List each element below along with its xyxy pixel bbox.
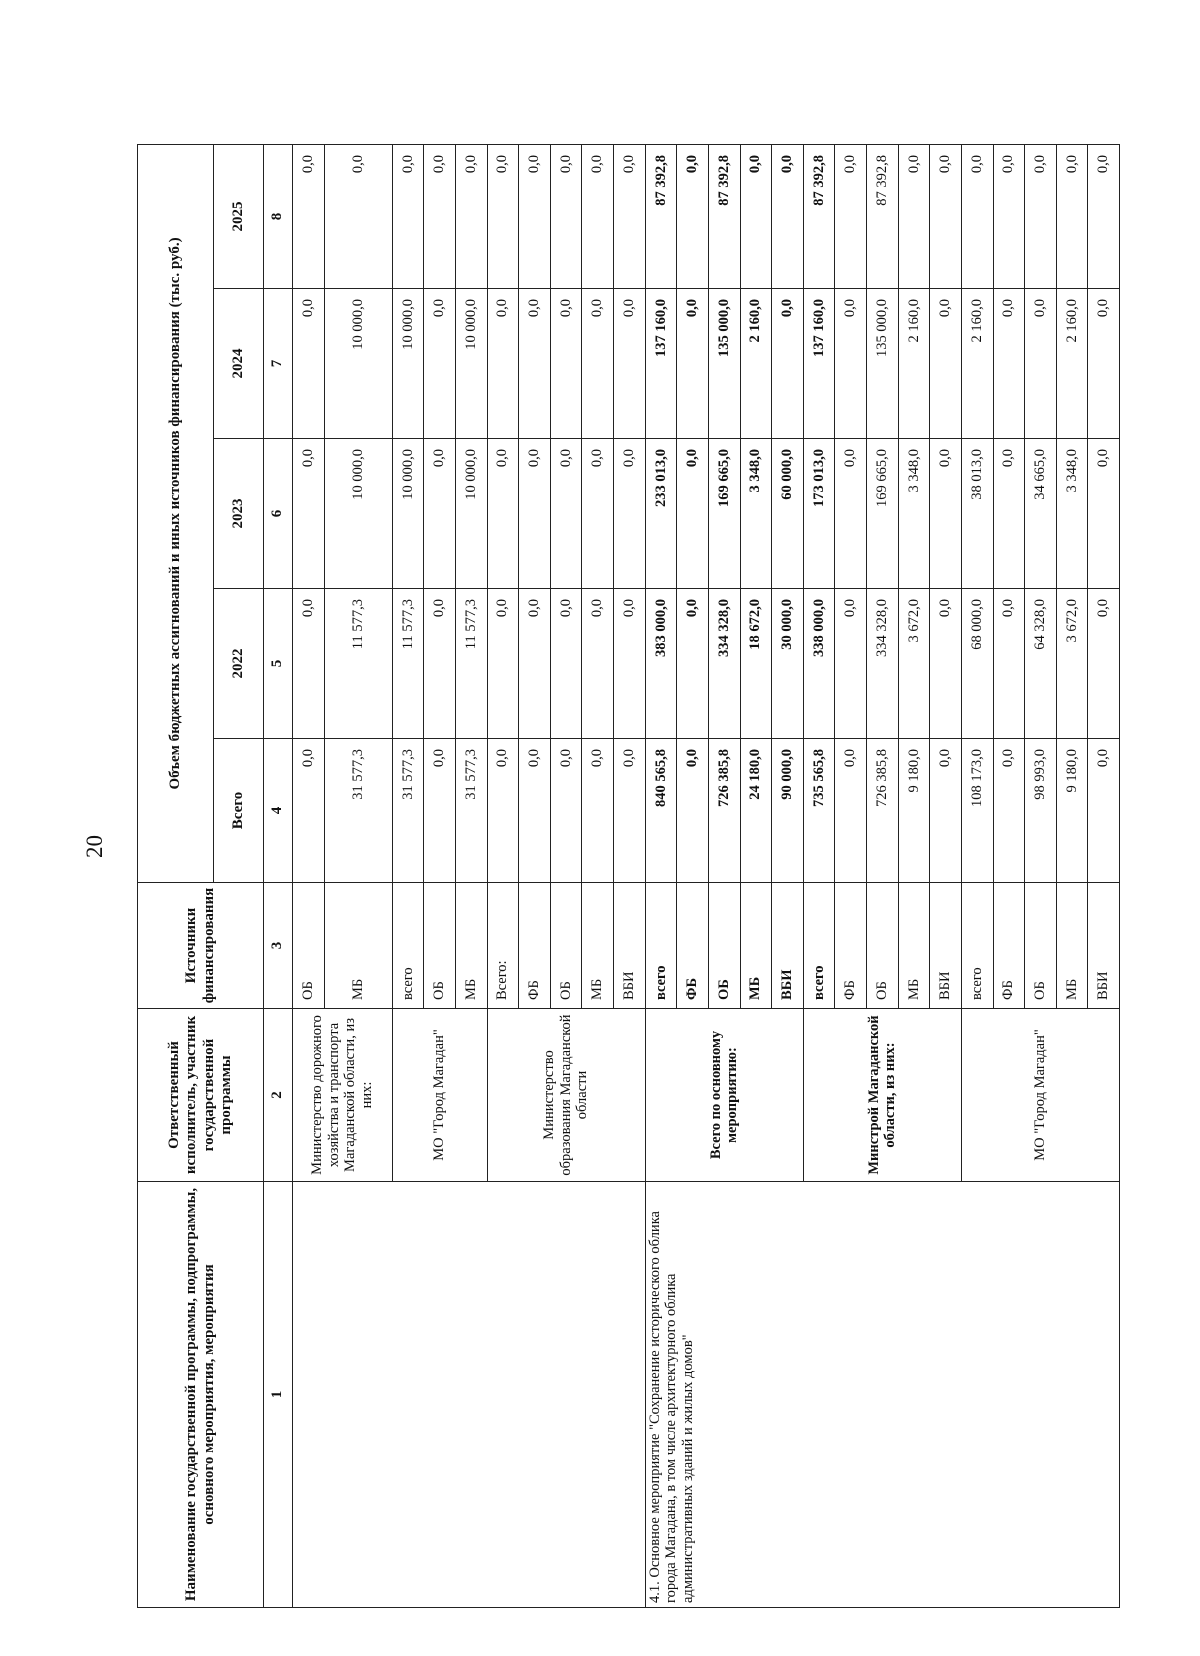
column-number: 8 (264, 144, 293, 288)
funding-source-cell: МБ (582, 883, 614, 1009)
amount-cell: 0,0 (1088, 739, 1120, 883)
amount-cell: 0,0 (835, 144, 867, 288)
column-number: 3 (264, 883, 293, 1009)
amount-cell: 0,0 (582, 144, 614, 288)
amount-cell: 735 565,8 (803, 739, 835, 883)
amount-cell: 0,0 (487, 439, 519, 589)
funding-source-cell: всего (392, 883, 424, 1009)
amount-cell: 0,0 (550, 589, 582, 739)
amount-cell: 0,0 (677, 144, 709, 288)
table-header (138, 144, 293, 1607)
amount-cell: 90 000,0 (772, 739, 804, 883)
column-number: 2 (264, 1009, 293, 1182)
amount-cell: 87 392,8 (867, 144, 899, 288)
program-name-cell (293, 1182, 646, 1608)
funding-source-cell: ОБ (293, 883, 325, 1009)
amount-cell: 2 160,0 (740, 289, 772, 439)
amount-cell: 0,0 (324, 144, 392, 288)
amount-cell: 9 180,0 (1056, 739, 1088, 883)
amount-cell: 726 385,8 (708, 739, 740, 883)
amount-cell: 10 000,0 (455, 439, 487, 589)
funding-source-cell: ФБ (993, 883, 1025, 1009)
amount-cell: 0,0 (487, 144, 519, 288)
header-year-2025: 2025 (214, 144, 264, 288)
amount-cell: 108 173,0 (961, 739, 993, 883)
amount-cell: 11 577,3 (455, 589, 487, 739)
amount-cell: 0,0 (550, 739, 582, 883)
amount-cell: 0,0 (614, 439, 646, 589)
funding-source-cell: МБ (740, 883, 772, 1009)
participant-cell: МО "Город Магадан" (392, 1009, 487, 1182)
funding-source-cell: ФБ (677, 883, 709, 1009)
amount-cell: 0,0 (582, 439, 614, 589)
amount-cell: 0,0 (1088, 289, 1120, 439)
funding-source-cell: всего (645, 883, 677, 1009)
budget-table (137, 144, 1120, 1608)
amount-cell: 0,0 (519, 289, 551, 439)
amount-cell: 10 000,0 (324, 439, 392, 589)
amount-cell: 0,0 (677, 739, 709, 883)
funding-source-cell: ФБ (519, 883, 551, 1009)
funding-source-cell: ВБИ (772, 883, 804, 1009)
amount-cell: 11 577,3 (392, 589, 424, 739)
amount-cell: 2 160,0 (898, 289, 930, 439)
amount-cell: 0,0 (835, 289, 867, 439)
column-number: 4 (264, 739, 293, 883)
participant-cell: Министерство дорожного хозяйства и транспорта Магаданской области, из них: (293, 1009, 393, 1182)
amount-cell: 0,0 (1088, 439, 1120, 589)
amount-cell: 0,0 (772, 289, 804, 439)
amount-cell: 0,0 (898, 144, 930, 288)
amount-cell: 0,0 (582, 589, 614, 739)
amount-cell: 0,0 (550, 289, 582, 439)
amount-cell: 169 665,0 (708, 439, 740, 589)
amount-cell: 0,0 (293, 289, 325, 439)
amount-cell: 0,0 (930, 589, 962, 739)
header-responsible-executor: Ответственный исполнитель, участник государственной программы (138, 1009, 264, 1182)
funding-source-cell: МБ (324, 883, 392, 1009)
amount-cell: 0,0 (614, 289, 646, 439)
page-number: 20 (82, 835, 107, 858)
amount-cell: 34 665,0 (1025, 439, 1057, 589)
amount-cell: 0,0 (1088, 144, 1120, 288)
rotated-table-container (137, 145, 1120, 1608)
amount-cell: 10 000,0 (455, 289, 487, 439)
amount-cell: 0,0 (835, 439, 867, 589)
amount-cell: 31 577,3 (455, 739, 487, 883)
amount-cell: 0,0 (614, 144, 646, 288)
amount-cell: 3 348,0 (1056, 439, 1088, 589)
amount-cell: 9 180,0 (898, 739, 930, 883)
amount-cell: 338 000,0 (803, 589, 835, 739)
amount-cell: 68 000,0 (961, 589, 993, 739)
header-budget-volume: Объем бюджетных ассигнований и иных источников финансирования (тыс. руб.) (138, 144, 214, 882)
amount-cell: 0,0 (424, 589, 456, 739)
amount-cell: 0,0 (677, 589, 709, 739)
amount-cell: 0,0 (993, 439, 1025, 589)
amount-cell: 0,0 (424, 289, 456, 439)
header-funding-sources: Источники финансирования (138, 883, 264, 1009)
amount-cell: 0,0 (392, 144, 424, 288)
amount-cell: 18 672,0 (740, 589, 772, 739)
header-name-of-program: Наименование государственной программы, подпрограммы, основного мероприятия, мероприятия (138, 1182, 264, 1608)
amount-cell: 383 000,0 (645, 589, 677, 739)
amount-cell: 30 000,0 (772, 589, 804, 739)
amount-cell: 60 000,0 (772, 439, 804, 589)
amount-cell: 0,0 (582, 289, 614, 439)
header-year-2022: 2022 (214, 589, 264, 739)
amount-cell: 0,0 (519, 439, 551, 589)
amount-cell: 0,0 (424, 144, 456, 288)
amount-cell: 0,0 (455, 144, 487, 288)
funding-source-cell: ВБИ (614, 883, 646, 1009)
amount-cell: 0,0 (519, 589, 551, 739)
funding-source-cell: ОБ (867, 883, 899, 1009)
amount-cell: 0,0 (993, 144, 1025, 288)
amount-cell: 0,0 (1056, 144, 1088, 288)
amount-cell: 87 392,8 (708, 144, 740, 288)
amount-cell: 31 577,3 (392, 739, 424, 883)
amount-cell: 24 180,0 (740, 739, 772, 883)
amount-cell: 2 160,0 (961, 289, 993, 439)
amount-cell: 137 160,0 (803, 289, 835, 439)
table-row (645, 144, 677, 1607)
participant-cell: Министерство образования Магаданской области (487, 1009, 645, 1182)
amount-cell: 0,0 (293, 589, 325, 739)
funding-source-cell: ВБИ (1088, 883, 1120, 1009)
amount-cell: 233 013,0 (645, 439, 677, 589)
amount-cell: 0,0 (961, 144, 993, 288)
funding-source-cell: ФБ (835, 883, 867, 1009)
amount-cell: 334 328,0 (867, 589, 899, 739)
participant-cell: Минстрой Магаданской области, из них: (803, 1009, 961, 1182)
header-total: Всего (214, 739, 264, 883)
amount-cell: 135 000,0 (867, 289, 899, 439)
amount-cell: 0,0 (487, 589, 519, 739)
amount-cell: 726 385,8 (867, 739, 899, 883)
amount-cell: 0,0 (930, 439, 962, 589)
amount-cell: 38 013,0 (961, 439, 993, 589)
column-number: 7 (264, 289, 293, 439)
amount-cell: 0,0 (293, 739, 325, 883)
amount-cell: 87 392,8 (803, 144, 835, 288)
amount-cell: 0,0 (993, 589, 1025, 739)
amount-cell: 173 013,0 (803, 439, 835, 589)
amount-cell: 0,0 (614, 739, 646, 883)
amount-cell: 0,0 (424, 439, 456, 589)
amount-cell: 2 160,0 (1056, 289, 1088, 439)
amount-cell: 840 565,8 (645, 739, 677, 883)
amount-cell: 98 993,0 (1025, 739, 1057, 883)
amount-cell: 0,0 (835, 739, 867, 883)
amount-cell: 0,0 (930, 739, 962, 883)
amount-cell: 0,0 (1088, 589, 1120, 739)
funding-source-cell: всего (803, 883, 835, 1009)
amount-cell: 0,0 (835, 589, 867, 739)
table-body (293, 144, 1120, 1607)
participant-cell: МО "Город Магадан" (961, 1009, 1119, 1182)
amount-cell: 0,0 (993, 739, 1025, 883)
amount-cell: 0,0 (293, 144, 325, 288)
amount-cell: 0,0 (993, 289, 1025, 439)
funding-source-cell: ОБ (550, 883, 582, 1009)
amount-cell: 11 577,3 (324, 589, 392, 739)
amount-cell: 10 000,0 (392, 439, 424, 589)
amount-cell: 0,0 (519, 739, 551, 883)
amount-cell: 64 328,0 (1025, 589, 1057, 739)
amount-cell: 0,0 (772, 144, 804, 288)
funding-source-cell: ОБ (424, 883, 456, 1009)
column-number: 1 (264, 1182, 293, 1608)
participant-cell: Всего по основному мероприятию: (645, 1009, 803, 1182)
amount-cell: 3 672,0 (898, 589, 930, 739)
program-name-cell: 4.1. Основное мероприятие "Сохранение исторического облика города Магадана, в том числе архитектурного облика административных зданий и жилых домов" (645, 1182, 1119, 1608)
amount-cell: 0,0 (487, 289, 519, 439)
amount-cell: 87 392,8 (645, 144, 677, 288)
amount-cell: 0,0 (740, 144, 772, 288)
funding-source-cell: МБ (455, 883, 487, 1009)
amount-cell: 10 000,0 (324, 289, 392, 439)
amount-cell: 0,0 (582, 739, 614, 883)
table-row (293, 144, 325, 1607)
amount-cell: 3 348,0 (898, 439, 930, 589)
amount-cell: 137 160,0 (645, 289, 677, 439)
funding-source-cell: Всего: (487, 883, 519, 1009)
funding-source-cell: ОБ (1025, 883, 1057, 1009)
funding-source-cell: ВБИ (930, 883, 962, 1009)
funding-source-cell: всего (961, 883, 993, 1009)
amount-cell: 334 328,0 (708, 589, 740, 739)
amount-cell: 0,0 (550, 144, 582, 288)
funding-source-cell: МБ (1056, 883, 1088, 1009)
amount-cell: 0,0 (677, 289, 709, 439)
funding-source-cell: ОБ (708, 883, 740, 1009)
amount-cell: 10 000,0 (392, 289, 424, 439)
amount-cell: 0,0 (1025, 289, 1057, 439)
amount-cell: 169 665,0 (867, 439, 899, 589)
amount-cell: 0,0 (614, 589, 646, 739)
amount-cell: 0,0 (677, 439, 709, 589)
header-year-2023: 2023 (214, 439, 264, 589)
amount-cell: 0,0 (487, 739, 519, 883)
amount-cell: 3 672,0 (1056, 589, 1088, 739)
column-number: 6 (264, 439, 293, 589)
funding-source-cell: МБ (898, 883, 930, 1009)
header-year-2024: 2024 (214, 289, 264, 439)
amount-cell: 0,0 (424, 739, 456, 883)
amount-cell: 0,0 (293, 439, 325, 589)
amount-cell: 0,0 (519, 144, 551, 288)
column-number: 5 (264, 589, 293, 739)
amount-cell: 0,0 (930, 144, 962, 288)
amount-cell: 3 348,0 (740, 439, 772, 589)
amount-cell: 0,0 (930, 289, 962, 439)
amount-cell: 135 000,0 (708, 289, 740, 439)
amount-cell: 0,0 (1025, 144, 1057, 288)
amount-cell: 0,0 (550, 439, 582, 589)
amount-cell: 31 577,3 (324, 739, 392, 883)
